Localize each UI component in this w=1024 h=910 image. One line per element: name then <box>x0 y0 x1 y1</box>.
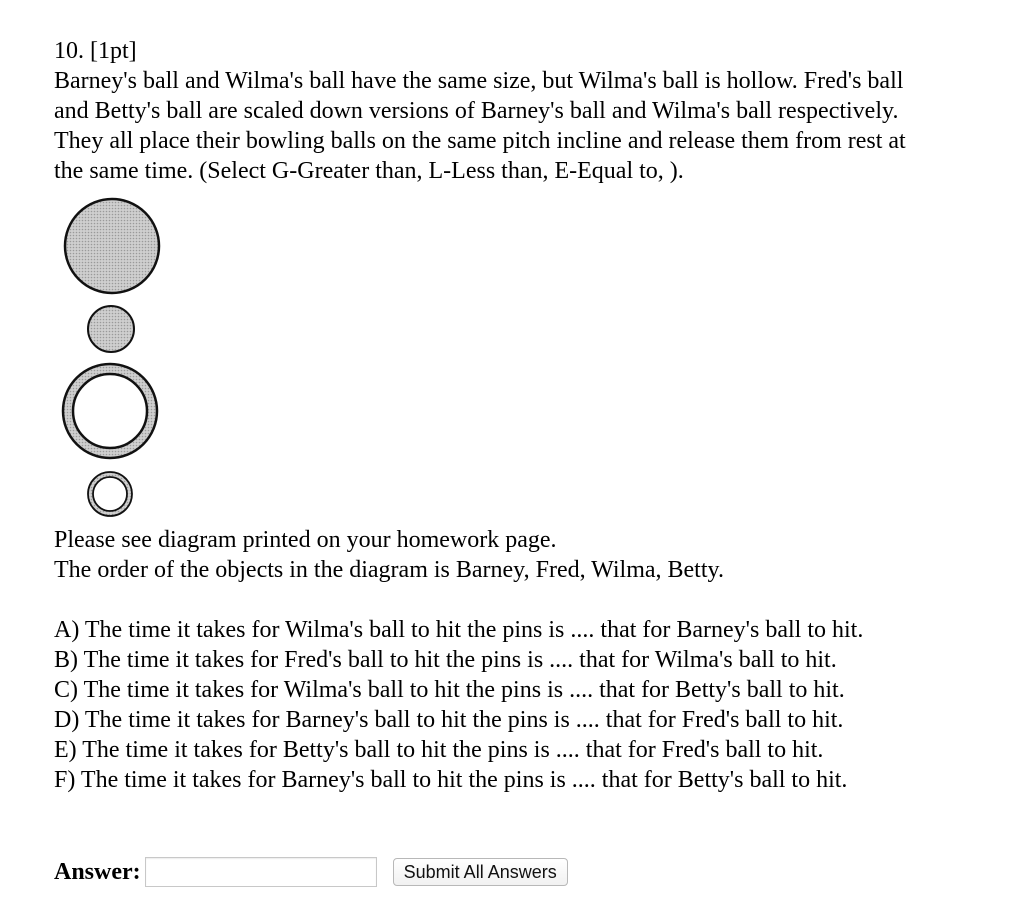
notes-block <box>54 525 724 585</box>
option-c: C) The time it takes for Wilma's ball to hit the pins is .... that for Betty's ball to hit. <box>54 677 845 703</box>
answer-label: Answer: <box>54 858 141 885</box>
option-b: B) The time it takes for Fred's ball to hit the pins is .... that for Wilma's ball to hit. <box>54 647 837 673</box>
fred-ball <box>88 306 134 352</box>
answer-row <box>54 855 568 889</box>
question-text-line: the same time. (Select G-Greater than, L-Less than, E-Equal to, ). <box>54 158 684 184</box>
options-list <box>54 615 863 795</box>
betty-ball-inner-edge <box>93 477 127 511</box>
diagram-note: Please see diagram printed on your homework page. <box>54 527 557 553</box>
wilma-ball-outer-edge <box>63 364 157 458</box>
order-note: The order of the objects in the diagram is Barney, Fred, Wilma, Betty. <box>54 557 724 583</box>
barney-ball <box>65 199 159 293</box>
answer-input[interactable] <box>145 857 377 887</box>
option-e: E) The time it takes for Betty's ball to hit the pins is .... that for Fred's ball to hit. <box>54 737 824 763</box>
question-block <box>54 36 1014 186</box>
wilma-ball <box>68 369 152 453</box>
option-a: A) The time it takes for Wilma's ball to hit the pins is .... that for Barney's ball to hit. <box>54 617 864 643</box>
question-text-line: and Betty's ball are scaled down versions of Barney's ball and Wilma's ball respectively. <box>54 98 899 124</box>
submit-all-answers-button[interactable]: Submit All Answers <box>393 858 568 886</box>
option-d: D) The time it takes for Barney's ball to hit the pins is .... that for Fred's ball to hit. <box>54 707 844 733</box>
betty-ball <box>91 475 130 514</box>
question-header: 10. [1pt] <box>54 38 137 64</box>
betty-ball-outer-edge <box>88 472 132 516</box>
question-text-line: They all place their bowling balls on the same pitch incline and release them from rest at <box>54 128 906 154</box>
bowling-balls-diagram <box>54 192 174 522</box>
option-f: F) The time it takes for Barney's ball to hit the pins is .... that for Betty's ball to hit. <box>54 767 848 793</box>
wilma-ball-inner-edge <box>73 374 147 448</box>
question-text-line: Barney's ball and Wilma's ball have the same size, but Wilma's ball is hollow. Fred's ball <box>54 68 904 94</box>
